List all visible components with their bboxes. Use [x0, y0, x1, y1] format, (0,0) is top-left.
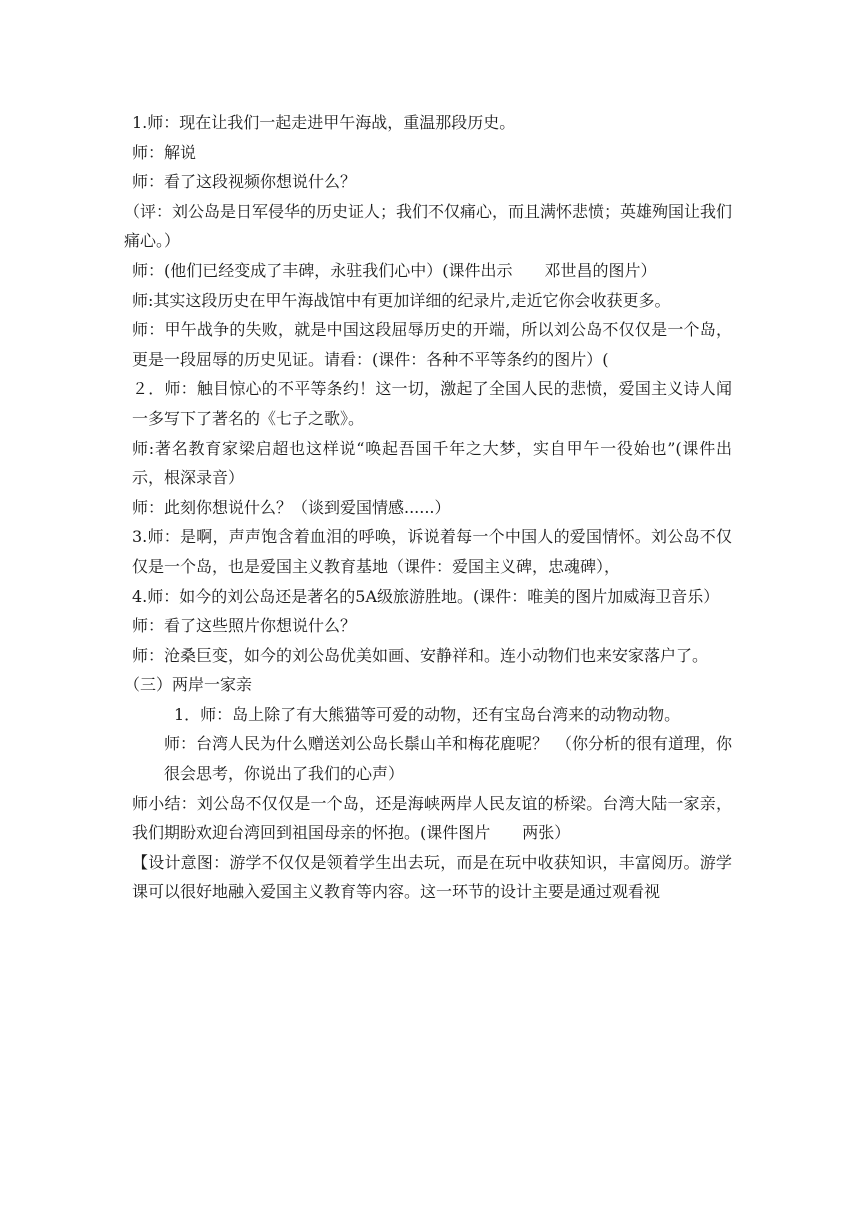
paragraph-1: 1.师：现在让我们一起走进甲午海战，重温那段历史。 [132, 113, 516, 132]
paragraph-14: 师：沧桑巨变，如今的刘公岛优美如画、安静祥和。连小动物们也来安家落户了。 [132, 645, 709, 665]
paragraph-9: 师:著名教育家梁启超也这样说“唤起吾国千年之大梦，实自甲午一役始也”(课件出示，根深录音） [132, 438, 732, 488]
section-heading: （三）两岸一家亲 [124, 675, 253, 695]
document-body [124, 108, 733, 907]
paragraph-7: 师：甲午战争的失败，就是中国这段屈辱历史的开端，所以刘公岛不仅仅是一个岛，更是一段屈辱的历史见证。请看：(课件：各种不平等条约的图片）( [132, 320, 732, 369]
design-intent: 【设计意图：游学不仅仅是领着学生出去玩，而是在玩中收获知识，丰富阅历。游学课可以很好地融入爱国主义教育等内容。这一环节的设计主要是通过观看视 [132, 852, 732, 902]
paragraph-10: 师：此刻你想说什么？（谈到爱国情感......） [132, 497, 451, 517]
paragraph-18: 师小结：刘公岛不仅仅是一个岛，还是海峡两岸人民友谊的桥梁。台湾大陆一家亲，我们期盼欢迎台湾回到祖国母亲的怀抱。(课件图片 两张） [132, 793, 732, 843]
paragraph-12: 4.师：如今的刘公岛还是著名的5A级旅游胜地。(课件：唯美的图片加威海卫音乐） [132, 586, 720, 606]
paragraph-5: 师：(他们已经变成了丰碑，永驻我们心中）(课件出示 邓世昌的图片） [132, 260, 657, 280]
paragraph-3: 师：看了这段视频你想说什么？ [132, 172, 357, 192]
paragraph-4: （评：刘公岛是日军侵华的历史证人；我们不仅痛心，而且满怀悲愤；英雄殉国让我们痛心。） [124, 201, 733, 251]
paragraph-11: 3.师：是啊，声声饱含着血泪的呼唤，诉说着每一个中国人的爱国情怀。刘公岛不仅仅是一个岛，也是爱国主义教育基地（课件：爱国主义碑，忠魂碑）， [132, 527, 732, 576]
paragraph-13: 师：看了这些照片你想说什么？ [132, 616, 357, 636]
paragraph-16: 1．师：岛上除了有大熊猫等可爱的动物，还有宝岛台湾来的动物动物。 [174, 704, 681, 724]
paragraph-2: 师：解说 [132, 142, 197, 162]
paragraph-8: ２．师：触目惊心的不平等条约！这一切，激起了全国人民的悲愤，爱国主义诗人闻一多写下了著名的《七子之歌》。 [132, 379, 732, 428]
paragraph-6: 师:其实这段历史在甲午海战馆中有更加详细的纪录片,走近它你会收获更多。 [132, 290, 671, 310]
paragraph-17: 师：台湾人民为什么赠送刘公岛长鬃山羊和梅花鹿呢？ （你分析的很有道理，你很会思考，你说出了我们的心声） [164, 734, 733, 784]
